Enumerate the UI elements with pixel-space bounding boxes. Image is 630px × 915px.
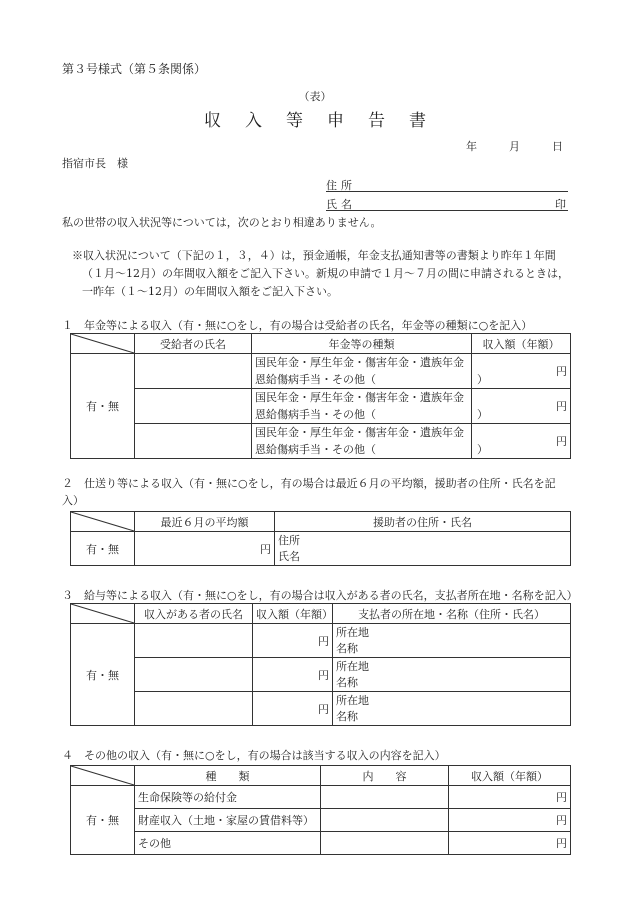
amount-cell[interactable]: 円 (253, 624, 333, 658)
section-4-heading: ４ その他の収入（有・無に○をし，有の場合は該当する収入の内容を記入） (62, 749, 446, 762)
earner-name-cell[interactable] (135, 658, 253, 692)
pension-type-cell[interactable]: 国民年金・厚生年金・傷害年金・遺族年金 恩給傷病手当・その他（ ） (252, 354, 472, 389)
date-field[interactable] (466, 138, 563, 154)
income-kind-label: 財産収入（土地・家屋の賃借料等） (135, 809, 321, 832)
col-kind-header: 種 類 (135, 766, 321, 786)
amount-cell[interactable]: 円 (449, 786, 571, 809)
recipient-name-cell[interactable] (135, 354, 252, 389)
col-helper-header: 援助者の住所・氏名 (275, 512, 571, 532)
diagonal-cell (71, 604, 135, 624)
date-day-label: 日 (552, 140, 563, 153)
address-field[interactable] (326, 191, 568, 192)
amount-cell[interactable]: 円 (253, 658, 333, 692)
income-kind-label: 生命保険等の給付金 (135, 786, 321, 809)
yes-no-selector[interactable]: 有・無 (71, 532, 135, 566)
col-pension-type-header: 年金等の種類 (252, 334, 472, 354)
page-title: 収入等申告書 (204, 111, 450, 131)
pension-type-cell[interactable]: 国民年金・厚生年金・傷害年金・遺族年金 恩給傷病手当・その他（ ） (252, 389, 472, 424)
average-amount-cell[interactable]: 円 (135, 532, 275, 566)
amount-cell[interactable]: 円 (449, 832, 571, 855)
helper-info-cell[interactable] (275, 532, 571, 566)
declaration-text: 私の世帯の収入状況等については，次のとおり相違ありません。 (62, 216, 382, 229)
col-average-header: 最近６月の平均額 (135, 512, 275, 532)
pension-income-table (70, 333, 571, 459)
yes-no-selector[interactable]: 有・無 (71, 786, 135, 855)
col-content-header: 内 容 (321, 766, 449, 786)
col-amount-header: 収入額（年額） (449, 766, 571, 786)
earner-name-cell[interactable] (135, 692, 253, 726)
helper-address-label: 住所 (278, 533, 300, 547)
income-content-cell[interactable] (321, 832, 449, 855)
note-line-2: （１月～12月）の年間収入額をご記入下さい。新規の申請で１月～７月の間に申請されるときは， (82, 267, 569, 280)
allowance-income-table (70, 511, 571, 566)
form-number: 第３号様式（第５条関係） (62, 62, 207, 76)
income-content-cell[interactable] (321, 809, 449, 832)
diagonal-cell (71, 512, 135, 532)
yes-no-selector[interactable]: 有・無 (71, 354, 135, 459)
col-recipient-header: 受給者の氏名 (135, 334, 252, 354)
amount-cell[interactable]: 円 (449, 809, 571, 832)
section-3-heading: ３ 給与等による収入（有・無に○をし，有の場合は収入がある者の氏名，支払者所在地・名称を記入） (62, 589, 578, 602)
yes-no-selector[interactable]: 有・無 (71, 624, 135, 726)
earner-name-cell[interactable] (135, 624, 253, 658)
addressee: 指宿市長 様 (62, 157, 128, 170)
col-amount-header: 収入額（年額） (253, 604, 333, 624)
date-year-label: 年 (466, 140, 477, 153)
helper-name-label: 氏名 (278, 549, 300, 563)
income-content-cell[interactable] (321, 786, 449, 809)
seal-mark: 印 (555, 198, 566, 211)
diagonal-cell (71, 334, 135, 354)
recipient-name-cell[interactable] (135, 389, 252, 424)
name-label: 氏名 (326, 198, 356, 211)
date-month-label: 月 (509, 140, 520, 153)
instruction-note (72, 247, 572, 301)
col-earner-header: 収入がある者の氏名 (135, 604, 253, 624)
amount-cell[interactable]: 円 (253, 692, 333, 726)
col-amount-header: 収入額（年額） (472, 334, 571, 354)
salary-income-table (70, 603, 571, 726)
diagonal-cell (71, 766, 135, 786)
amount-cell[interactable]: 円 (472, 389, 571, 424)
income-kind-label: その他 (135, 832, 321, 855)
address-label: 住所 (326, 179, 356, 192)
form-side-label: （表） (298, 90, 332, 103)
section-1-heading: １ 年金等による収入（有・無に○をし，有の場合は受給者の氏名，年金等の種類に○を記入） (62, 319, 533, 332)
amount-cell[interactable]: 円 (472, 354, 571, 389)
section-2-heading: ２ 仕送り等による収入（有・無に○をし，有の場合は最近６月の平均額，援助者の住所・氏名を記入） (62, 477, 556, 507)
payer-info-cell[interactable]: 所在地 名称 (333, 624, 571, 658)
note-line-3: 一昨年（１～12月）の年間収入額をご記入下さい。 (82, 285, 338, 298)
note-line-1: ※収入状況について（下記の１，３，４）は，預金通帳，年金支払通知書等の書類より昨年１年間 (72, 249, 556, 262)
recipient-name-cell[interactable] (135, 424, 252, 459)
payer-info-cell[interactable]: 所在地 名称 (333, 692, 571, 726)
col-payer-header: 支払者の所在地・名称（住所・氏名） (333, 604, 571, 624)
other-income-table (70, 765, 571, 855)
pension-type-cell[interactable]: 国民年金・厚生年金・傷害年金・遺族年金 恩給傷病手当・その他（ ） (252, 424, 472, 459)
amount-cell[interactable]: 円 (472, 424, 571, 459)
payer-info-cell[interactable]: 所在地 名称 (333, 658, 571, 692)
name-field[interactable] (326, 210, 568, 211)
